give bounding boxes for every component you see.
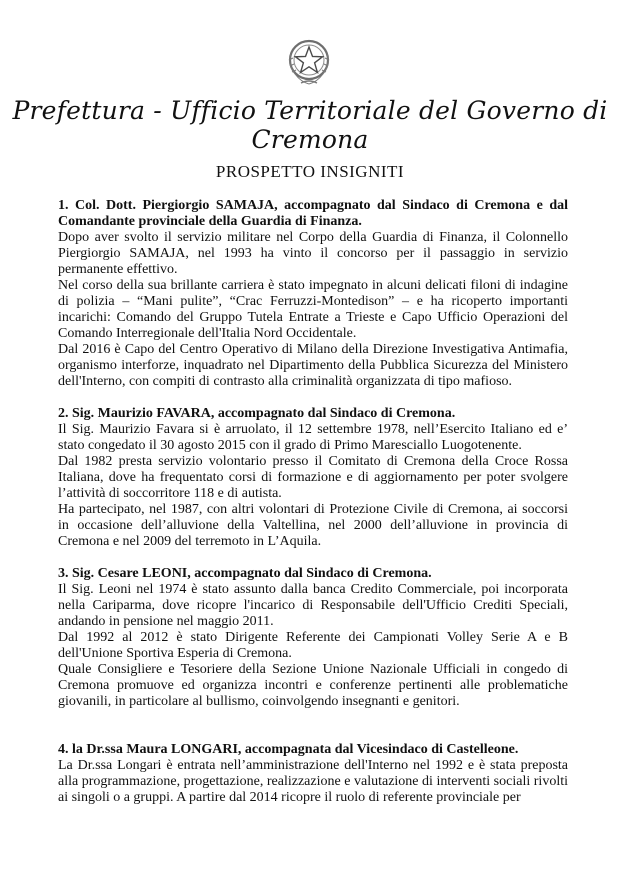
section-paragraph: Ha partecipato, nel 1987, con altri volontari di Protezione Civile di Cremona, ai soccorsi in occasione dell’alluvione della Valtellina, nel 2000 dell’alluvione in provincia di Cremona e nel 2009 del terremoto in L’Aquila. <box>58 502 568 549</box>
section-heading: 3. Sig. Cesare LEONI, accompagnato dal Sindaco di Cremona. <box>58 566 432 581</box>
section-paragraph: La Dr.ssa Longari è entrata nell’amministrazione dell'Interno nel 1992 e è stata preposta alla programmazione, progettazione, realizzazione e valutazione di interventi sociali rivolti ai singoli o a gruppi. A partire dal 2014 ricopre il ruolo di referente provinciale per <box>58 758 568 805</box>
office-header: Prefettura - Ufficio Territoriale del Governo di Cremona <box>12 96 608 154</box>
page-title: PROSPETTO INSIGNITI <box>215 162 405 181</box>
section-heading: 2. Sig. Maurizio FAVARA, accompagnato dal Sindaco di Cremona. <box>58 406 456 421</box>
italian-republic-emblem-icon <box>281 34 337 90</box>
section-paragraph: Dal 1982 presta servizio volontario presso il Comitato di Cremona della Croce Rossa Italiana, dove ha frequentato corsi di formazione e di aggiornamento per poter svolgere l’attività di soccorritore 118 e di autista. <box>58 454 568 501</box>
section-paragraph: Dopo aver svolto il servizio militare nel Corpo della Guardia di Finanza, il Colonnello Piergiorgio SAMAJA, nel 1993 ha vinto il concorso per il passaggio in servizio permanente effettivo. <box>58 230 568 277</box>
section-paragraph: Il Sig. Leoni nel 1974 è stato assunto dalla banca Credito Commerciale, poi incorporata nella Cariparma, dove ricopre l'incarico di Responsabile dell'Ufficio Crediti Speciali, andando in pensione nel maggio 2011. <box>58 582 568 629</box>
section-1 <box>58 198 568 390</box>
section-2 <box>58 406 568 550</box>
section-3 <box>58 566 568 710</box>
section-paragraph: Nel corso della sua brillante carriera è stato impegnato in alcuni delicati filoni di indagine di polizia – “Mani pulite”, “Crac Ferruzzi-Montedison” – e ha ricoperto importanti incarichi: Comando del Gruppo Tutela Entrate a Trieste e Capo Ufficio Operazioni del Comando Interregionale dell'Italia Nord Occidentale. <box>58 278 568 341</box>
section-paragraph: Quale Consigliere e Tesoriere della Sezione Unione Nazionale Ufficiali in congedo di Cremona promuove ed organizza incontri e conferenze pertinenti alle problematiche giovanili, in particolare al bullismo, coinvolgendo insegnanti e genitori. <box>58 662 568 709</box>
section-paragraph: Il Sig. Maurizio Favara si è arruolato, il 12 settembre 1978, nell’Esercito Italiano ed e’ stato congedato il 30 agosto 2015 con il grado di Primo Maresciallo Luogotenente. <box>58 422 568 453</box>
section-heading: 4. la Dr.ssa Maura LONGARI, accompagnata dal Vicesindaco di Castelleone. <box>58 742 519 757</box>
section-paragraph: Dal 2016 è Capo del Centro Operativo di Milano della Direzione Investigativa Antimafia, organismo interforze, inquadrato nel Dipartimento della Pubblica Sicurezza del Ministero dell'Interno, con compiti di contrasto alla criminalità organizzata di tipo mafioso. <box>58 342 568 389</box>
section-paragraph: Dal 1992 al 2012 è stato Dirigente Referente dei Campionati Volley Serie A e B dell'Unione Sportiva Esperia di Cremona. <box>58 630 568 661</box>
section-heading: 1. Col. Dott. Piergiorgio SAMAJA, accompagnato dal Sindaco di Cremona e dal Comandante provinciale della Guardia di Finanza. <box>58 198 568 229</box>
document-body <box>58 198 568 822</box>
section-4 <box>58 742 568 806</box>
